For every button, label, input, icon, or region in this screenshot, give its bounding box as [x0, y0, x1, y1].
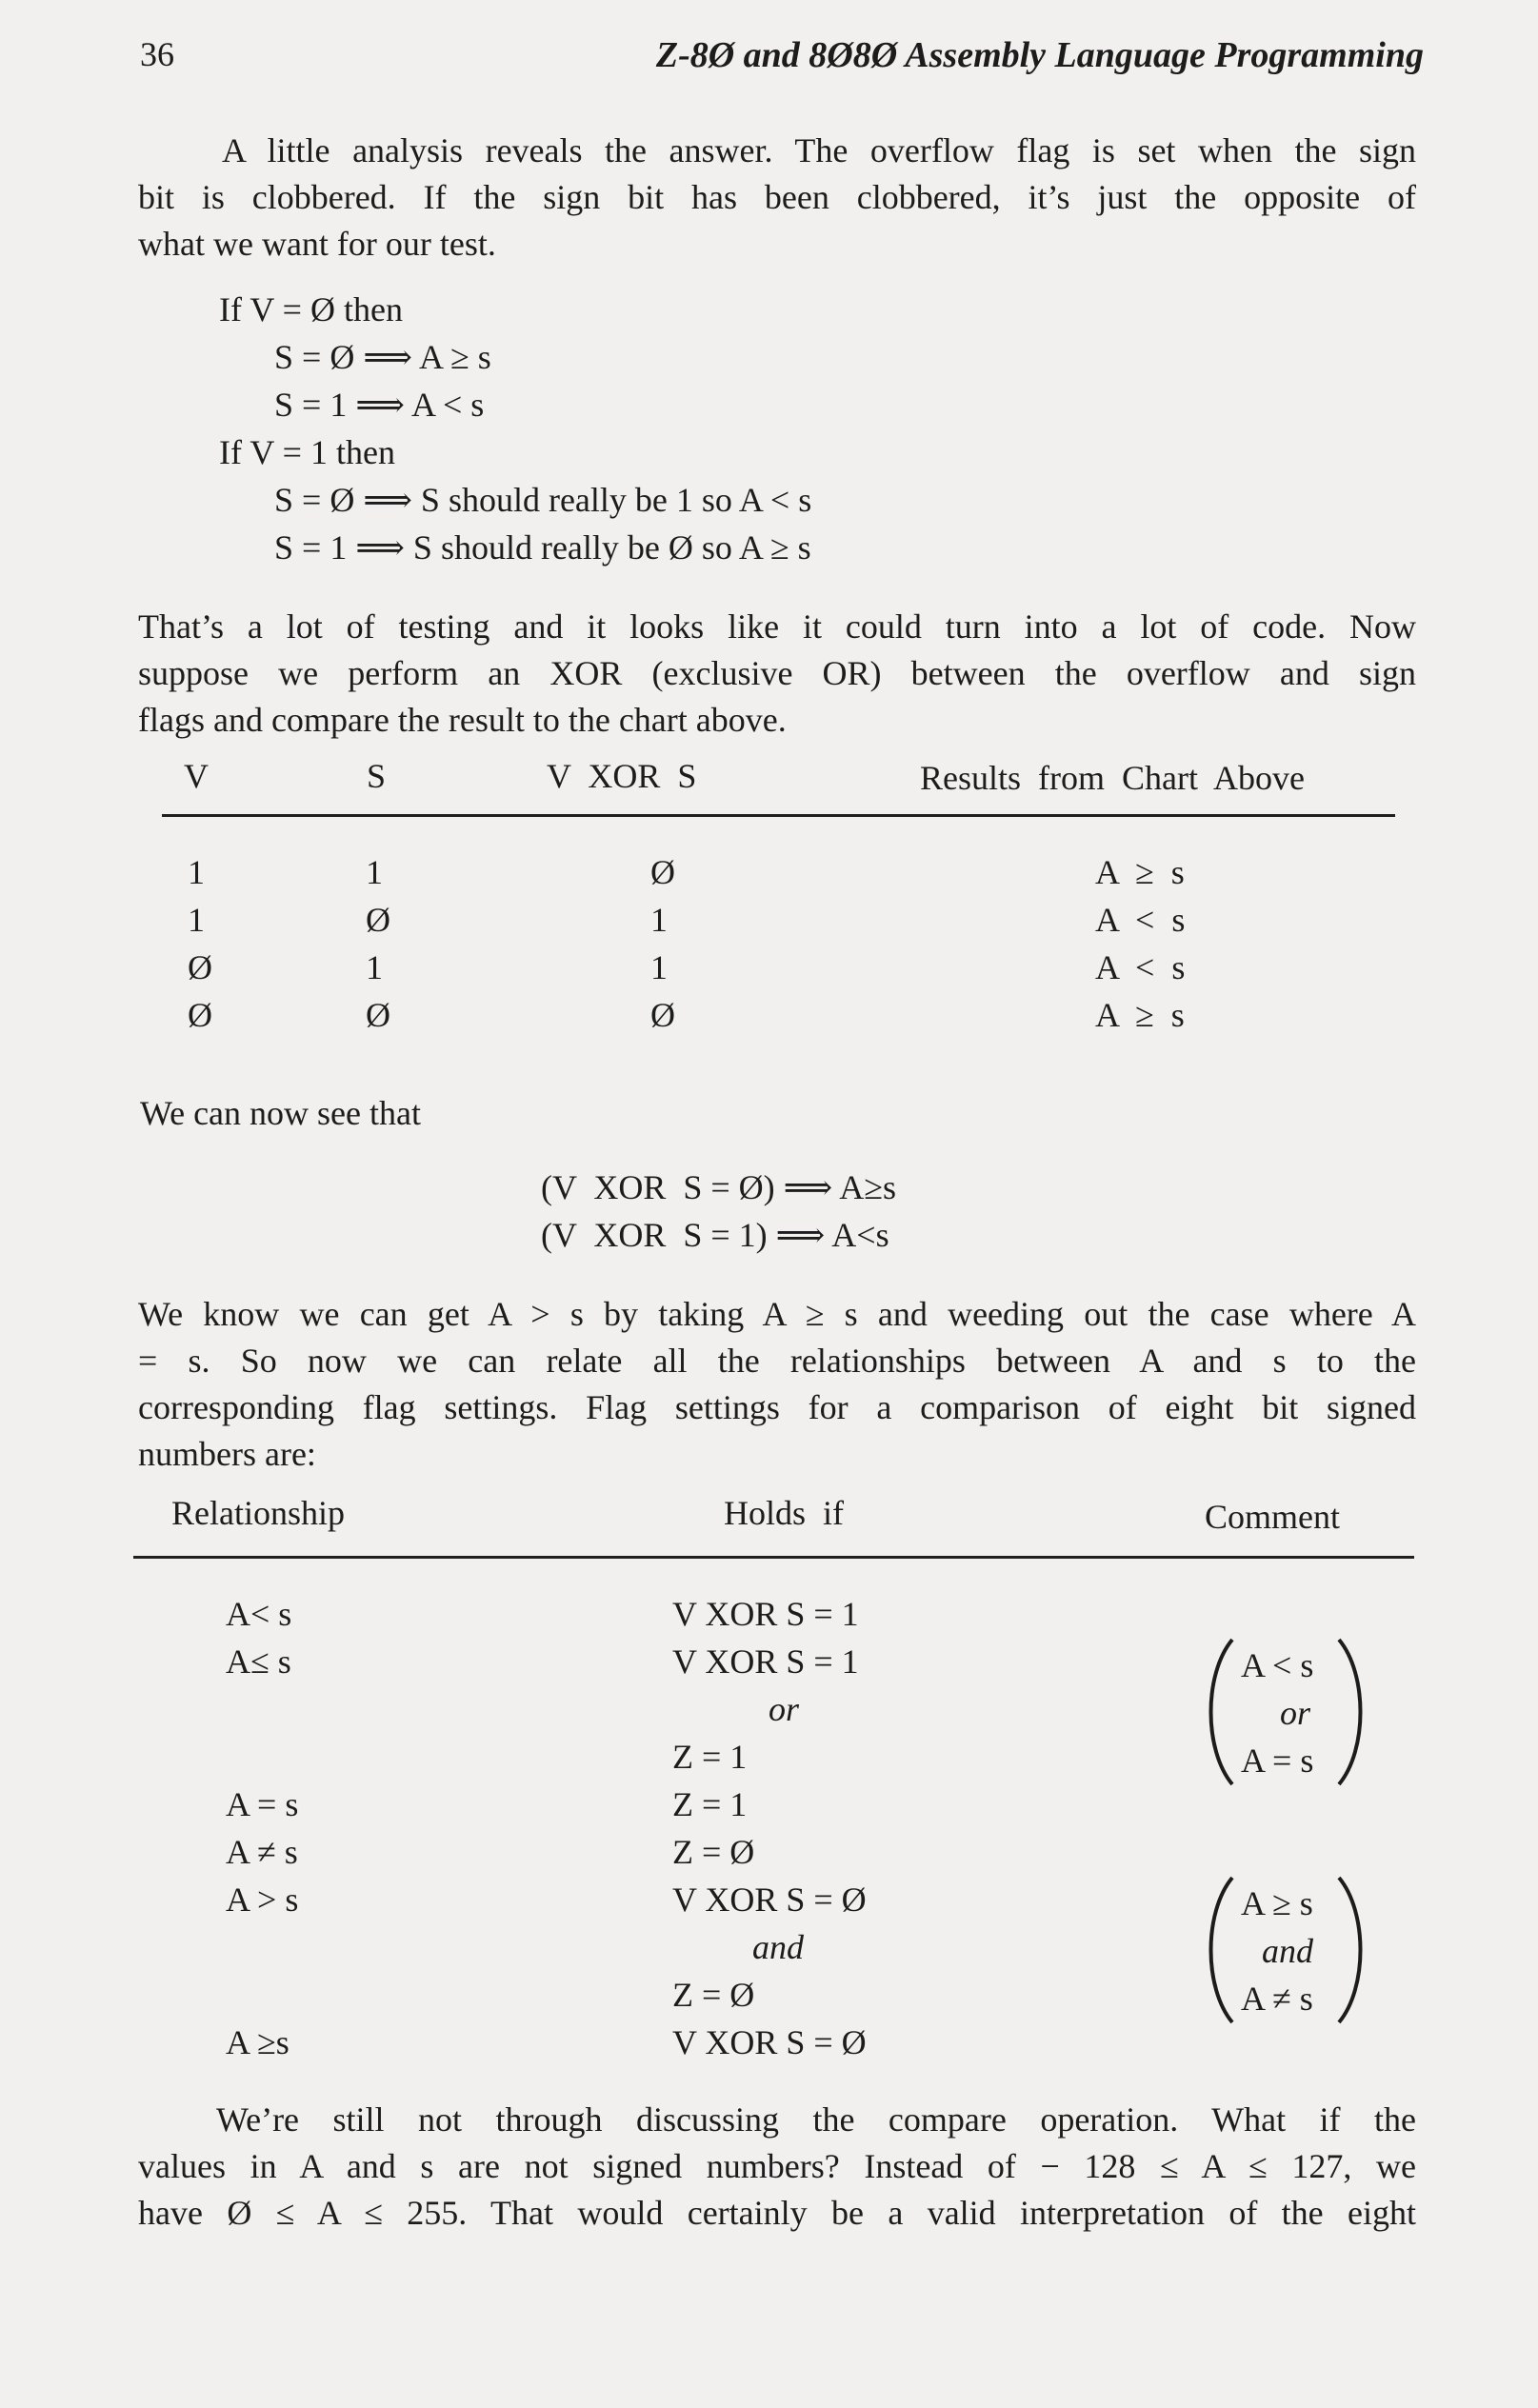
- condition: V XOR S = 1: [672, 1595, 859, 1633]
- table-cell: A ≥ s: [1095, 853, 1185, 891]
- table-header: Comment: [1205, 1498, 1340, 1536]
- comment-line: A < s: [1241, 1646, 1314, 1684]
- paragraph-5: [138, 2097, 1416, 2237]
- table-cell: 1: [188, 901, 205, 939]
- relationship: A≤ s: [226, 1642, 291, 1681]
- relationship: A< s: [226, 1595, 292, 1633]
- formula: (V XOR S = Ø) ⟹ A≥s: [541, 1168, 897, 1206]
- page-number: 36: [140, 35, 174, 73]
- paragraph-line: bit is clobbered. If the sign bit has been clobbered, it’s just the opposite of: [138, 178, 1416, 216]
- paragraph-line: suppose we perform an XOR (exclusive OR) between the overflow and sign: [138, 654, 1416, 692]
- table-rule: [133, 1556, 1414, 1559]
- paragraph-4: [138, 1291, 1416, 1478]
- table-header: V XOR S: [547, 757, 697, 795]
- comment-line: and: [1262, 1932, 1313, 1970]
- paragraph-line: have Ø ≤ A ≤ 255. That would certainly be a valid interpretation of the eight: [138, 2194, 1416, 2232]
- left-paren-icon: [1196, 1636, 1238, 1788]
- paragraph-line: = s. So now we can relate all the relationships between A and s to the: [138, 1342, 1416, 1380]
- table-cell: 1: [366, 853, 383, 891]
- right-paren-icon: [1333, 1636, 1375, 1788]
- table-cell: Ø: [366, 996, 390, 1034]
- table-rule: [162, 814, 1395, 817]
- relationship: A ≥s: [226, 2023, 290, 2061]
- running-title: Z-8Ø and 8Ø8Ø Assembly Language Programming: [655, 35, 1424, 75]
- paragraph-line: values in A and s are not signed numbers? Instead of − 128 ≤ A ≤ 127, we: [138, 2147, 1416, 2185]
- table-cell: Ø: [650, 853, 675, 891]
- paragraph-line: corresponding flag settings. Flag settings for a comparison of eight bit signed: [138, 1388, 1416, 1426]
- table-header: Relationship: [171, 1494, 345, 1532]
- case-line: If V = 1 then: [219, 433, 395, 471]
- paragraph-line: numbers are:: [138, 1435, 316, 1473]
- table-header: Results from Chart Above: [920, 759, 1305, 797]
- paragraph-line: That’s a lot of testing and it looks like it could turn into a lot of code. Now: [138, 607, 1416, 646]
- table-cell: Ø: [188, 996, 212, 1034]
- table-cell: 1: [650, 948, 668, 986]
- left-paren-icon: [1196, 1874, 1238, 2026]
- paragraph-3: We can now see that: [140, 1094, 421, 1132]
- table-cell: 1: [188, 853, 205, 891]
- table-cell: A ≥ s: [1095, 996, 1185, 1034]
- comment-line: A ≥ s: [1241, 1884, 1313, 1922]
- table-cell: Ø: [188, 948, 212, 986]
- table-cell: A < s: [1095, 948, 1186, 986]
- paragraph-line: A little analysis reveals the answer. The overflow flag is set when the sign: [222, 131, 1416, 169]
- condition-connector: or: [769, 1690, 800, 1728]
- paragraph-line: We’re still not through discussing the compare operation. What if the: [216, 2100, 1416, 2139]
- formula: (V XOR S = 1) ⟹ A<s: [541, 1216, 889, 1254]
- paragraph-2: [138, 604, 1416, 744]
- paragraph-line: flags and compare the result to the chart above.: [138, 701, 787, 739]
- case-line: If V = Ø then: [219, 290, 403, 328]
- condition: Z = Ø: [672, 1976, 755, 2014]
- case-line: S = Ø ⟹ A ≥ s: [274, 338, 491, 376]
- relationship: A = s: [226, 1785, 299, 1823]
- table-header: V: [184, 757, 209, 795]
- comment-line: A = s: [1241, 1741, 1314, 1780]
- condition: Z = 1: [672, 1738, 748, 1776]
- comment-line: A ≠ s: [1241, 1980, 1313, 2018]
- table-cell: A < s: [1095, 901, 1186, 939]
- paragraph-line: what we want for our test.: [138, 225, 496, 263]
- case-line: S = Ø ⟹ S should really be 1 so A < s: [274, 481, 812, 519]
- condition: Z = Ø: [672, 1833, 755, 1871]
- case-line: S = 1 ⟹ S should really be Ø so A ≥ s: [274, 528, 811, 567]
- paragraph-line: We know we can get A > s by taking A ≥ s and weeding out the case where A: [138, 1295, 1416, 1333]
- right-paren-icon: [1333, 1874, 1375, 2026]
- table-cell: Ø: [366, 901, 390, 939]
- case-line: S = 1 ⟹ A < s: [274, 386, 485, 424]
- condition-connector: and: [752, 1928, 804, 1966]
- table-cell: Ø: [650, 996, 675, 1034]
- paragraph-1: [138, 128, 1416, 268]
- condition: V XOR S = 1: [672, 1642, 859, 1681]
- relationship: A ≠ s: [226, 1833, 298, 1871]
- comment-line: or: [1280, 1694, 1311, 1732]
- condition: Z = 1: [672, 1785, 748, 1823]
- table-header: Holds if: [724, 1494, 844, 1532]
- table-cell: 1: [366, 948, 383, 986]
- table-cell: 1: [650, 901, 668, 939]
- condition: V XOR S = Ø: [672, 2023, 867, 2061]
- relationship: A > s: [226, 1881, 299, 1919]
- table-header: S: [367, 757, 387, 795]
- condition: V XOR S = Ø: [672, 1881, 867, 1919]
